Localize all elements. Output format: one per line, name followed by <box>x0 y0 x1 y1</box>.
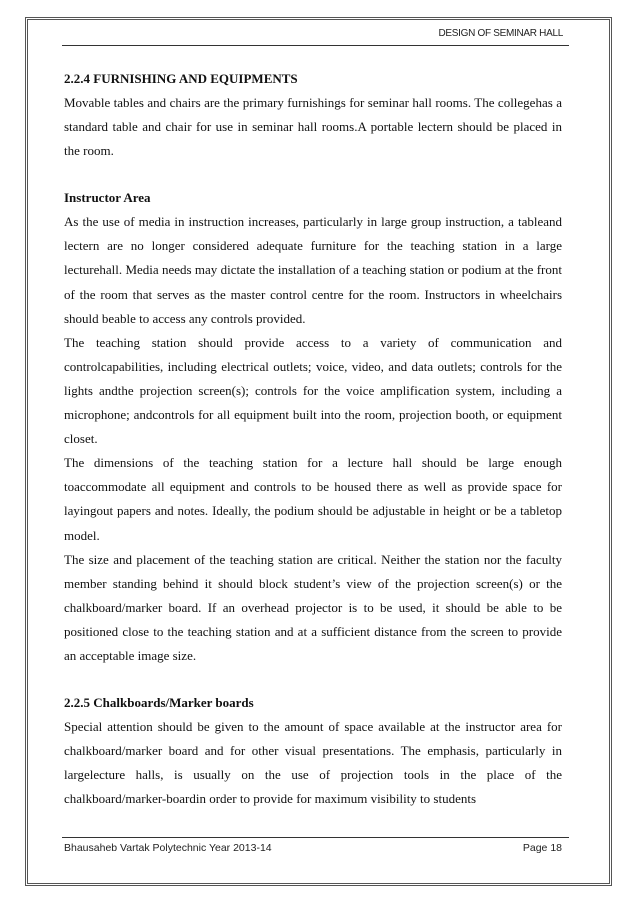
section-heading-chalkboards: 2.2.5 Chalkboards/Marker boards <box>64 695 254 711</box>
paragraph: The teaching station should provide access to a variety of communication and controlcapabilities, including electrical outlets; voice, video, and data outlets; controls for the lights andthe projection screen(s); controls for the voice amplification system, including a microphone; andcontrols for all equipment built into the room, projection booth, or equipment closet. <box>64 334 562 447</box>
header-divider <box>62 45 569 46</box>
page-number: Page 18 <box>522 842 562 854</box>
paragraph: Movable tables and chairs are the primary furnishings for seminar hall rooms. The collegehas a standard table and chair for use in seminar hall rooms.A portable lectern should be placed in the room. <box>64 95 562 159</box>
paragraph: The dimensions of the teaching station for a lecture hall should be large enough toaccommodate all equipment and controls to be housed there as well as provide space for layingout papers and notes. Ideally, the podium should be adjustable in height or be a tabletop model. <box>64 455 562 543</box>
paragraph: As the use of media in instruction increases, particularly in large group instruction, a tableand lectern are no longer considered adequate furniture for the teaching station in a large lecturehall. Media needs may dictate the installation of a teaching station or podium at the front of the room that serves as the master control centre for the room. Instructors in wheelchairs should beable to access any controls provided. <box>64 214 562 326</box>
footer-institution: Bhausaheb Vartak Polytechnic Year 2013-14 <box>64 842 272 854</box>
footer-divider <box>62 837 569 838</box>
section-heading-instructor-area: Instructor Area <box>64 190 151 206</box>
document-body <box>64 67 562 811</box>
spacer <box>64 163 562 186</box>
paragraph: The size and placement of the teaching station are critical. Neither the station nor the faculty member standing behind it should block student’s view of the projection screen(s) or the chalkboard/marker board. If an overhead projector is to be used, it should be able to be positioned close to the teaching station and at a sufficient distance from the screen to provide an acceptable image size. <box>64 551 562 663</box>
spacer <box>64 668 562 691</box>
paragraph: Special attention should be given to the amount of space available at the instructor area for chalkboard/marker board and for other visual presentations. The emphasis, particularly in largelecture halls, is usually on the use of projection tools in the place of the chalkboard/marker-boardin order to provide for maximum visibility to students <box>64 719 562 807</box>
running-header: DESIGN OF SEMINAR HALL <box>438 28 563 39</box>
section-heading-furnishing: 2.2.4 FURNISHING AND EQUIPMENTS <box>64 71 298 86</box>
